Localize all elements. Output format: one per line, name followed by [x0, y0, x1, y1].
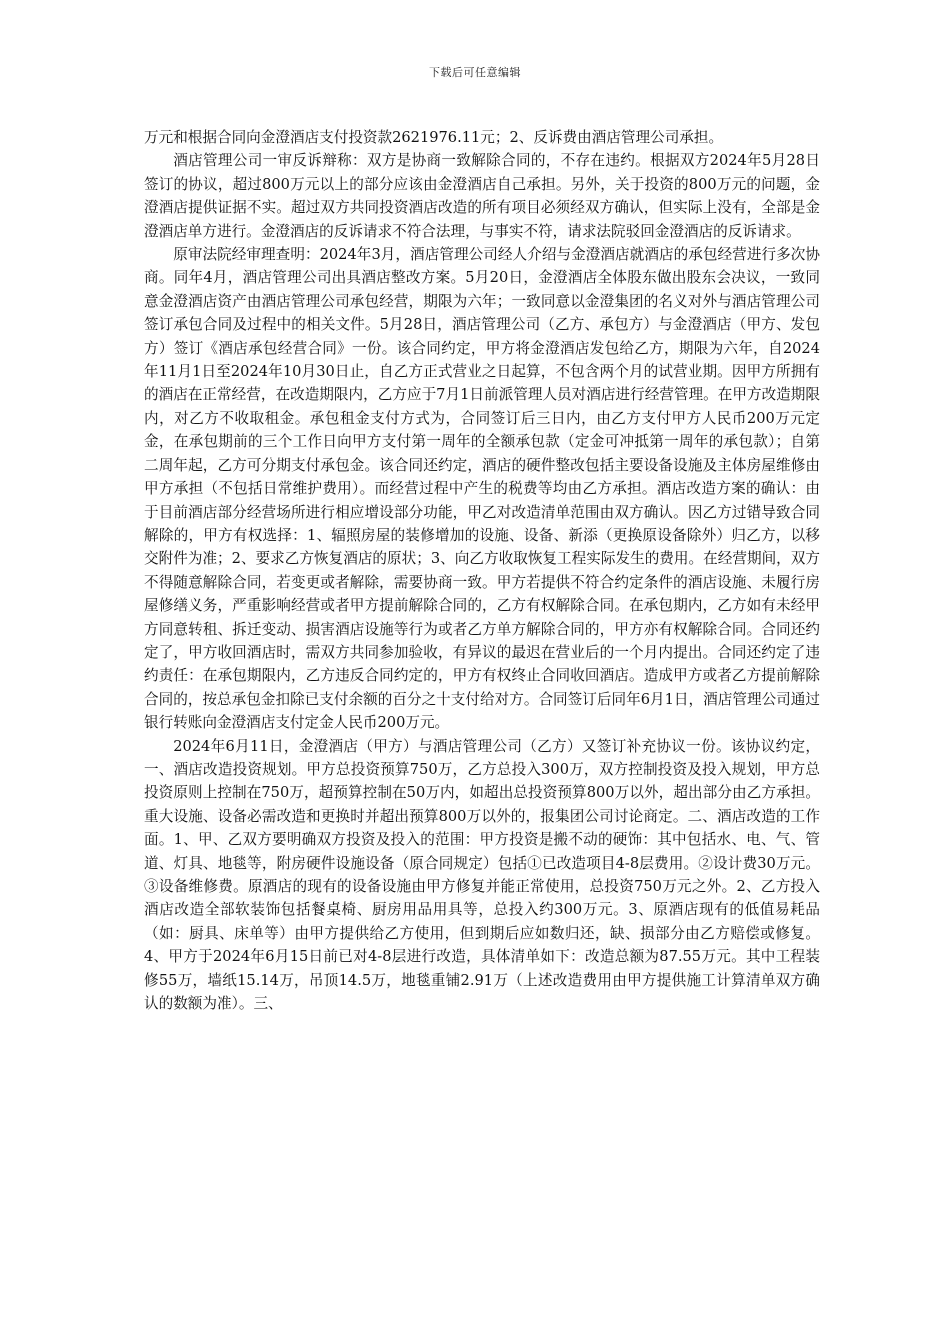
- document-body: [144, 126, 820, 1015]
- paragraph-4: 2024年6月11日，金澄酒店（甲方）与酒店管理公司（乙方）又签订补充协议一份。该协议约定，一、酒店改造投资规划。甲方总投资预算750万，乙方总投入300万，双方控制投资及投入规划，甲方总投资原则上控制在750万，超预算控制在50万内，如超出总投资预算800万以外，超出部分由乙方承担。重大设施、设备必需改造和更换时并超出预算800万以外的，报集团公司讨论商定。二、酒店改造的工作面。1、甲、乙双方要明确双方投资及投入的范围：甲方投资是搬不动的硬饰：其中包括水、电、气、管道、灯具、地毯等，附房硬件设施设备（原合同规定）包括①已改造项目4-8层费用。②设计费30万元。③设备维修费。原酒店的现有的设备设施由甲方修复并能正常使用，总投资750万元之外。2、乙方投入酒店改造全部软装饰包括餐桌椅、厨房用品用具等，总投入约300万元。3、原酒店现有的低值易耗品（如：厨具、床单等）由甲方提供给乙方使用，但到期后应如数归还，缺、损部分由乙方赔偿或修复。4、甲方于2024年6月15日前已对4-8层进行改造，具体清单如下：改造总额为87.55万元。其中工程装修55万，墙纸15.14万，吊顶14.5万，地毯重铺2.91万（上述改造费用由甲方提供施工计算清单双方确认的数额为准）。三、: [144, 737, 820, 1013]
- page-header: 下载后可任意编辑: [429, 66, 521, 79]
- paragraph-1: 万元和根据合同向金澄酒店支付投资款2621976.11元；2、反诉费由酒店管理公司承担。: [144, 129, 724, 146]
- paragraph-2: 酒店管理公司一审反诉辩称：双方是协商一致解除合同的，不存在违约。根据双方2024年5月28日签订的协议，超过800万元以上的部分应该由金澄酒店自己承担。另外，关于投资的800万元的问题，金澄酒店提供证据不实。超过双方共同投资酒店改造的所有项目必须经双方确认，但实际上没有，全部是金澄酒店单方进行。金澄酒店的反诉请求不符合法理，与事实不符，请求法院驳回金澄酒店的反诉请求。: [144, 152, 820, 240]
- paragraph-3: 原审法院经审理查明：2024年3月，酒店管理公司经人介绍与金澄酒店就酒店的承包经营进行多次协商。同年4月，酒店管理公司出具酒店整改方案。5月20日，金澄酒店全体股东做出股东会决议，一致同意金澄酒店资产由酒店管理公司承包经营，期限为六年；一致同意以金澄集团的名义对外与酒店管理公司签订承包合同及过程中的相关文件。5月28日，酒店管理公司（乙方、承包方）与金澄酒店（甲方、发包方）签订《酒店承包经营合同》一份。该合同约定，甲方将金澄酒店发包给乙方，期限为六年，自2024年11月1日至2024年10月30日止，自乙方正式营业之日起算，不包含两个月的试营业期。因甲方所拥有的酒店在正常经营，在改造期限内，乙方应于7月1日前派管理人员对酒店进行经营管理。在甲方改造期限内，对乙方不收取租金。承包租金支付方式为，合同签订后三日内，由乙方支付甲方人民币200万元定金，在承包期前的三个工作日向甲方支付第一周年的全额承包款（定金可冲抵第一周年的承包款）；自第二周年起，乙方可分期支付承包金。该合同还约定，酒店的硬件整改包括主要设备设施及主体房屋维修由甲方承担（不包括日常维护费用）。而经营过程中产生的税费等均由乙方承担。酒店改造方案的确认：由于目前酒店部分经营场所进行相应增设部分功能，甲乙对改造清单范围由双方确认。因乙方过错导致合同解除的，甲方有权选择：1、辐照房屋的装修增加的设施、设备、新添（更换原设备除外）归乙方，以移交附件为准；2、要求乙方恢复酒店的原状；3、向乙方收取恢复工程实际发生的费用。在经营期间，双方不得随意解除合同，若变更或者解除，需要协商一致。甲方若提供不符合约定条件的酒店设施、未履行房屋修缮义务，严重影响经营或者甲方提前解除合同的，乙方有权解除合同。在承包期内，乙方如有未经甲方同意转租、拆迁变动、损害酒店设施等行为或者乙方单方解除合同的，甲方亦有权解除合同。合同还约定了，甲方收回酒店时，需双方共同参加验收，有异议的最迟在营业后的一个月内提出。合同还约定了违约责任：在承包期限内，乙方违反合同约定的，甲方有权终止合同收回酒店。造成甲方或者乙方提前解除合同的，按总承包金扣除已支付余额的百分之十支付给对方。合同签订后同年6月1日，酒店管理公司通过银行转账向金澄酒店支付定金人民币200万元。: [144, 246, 820, 732]
